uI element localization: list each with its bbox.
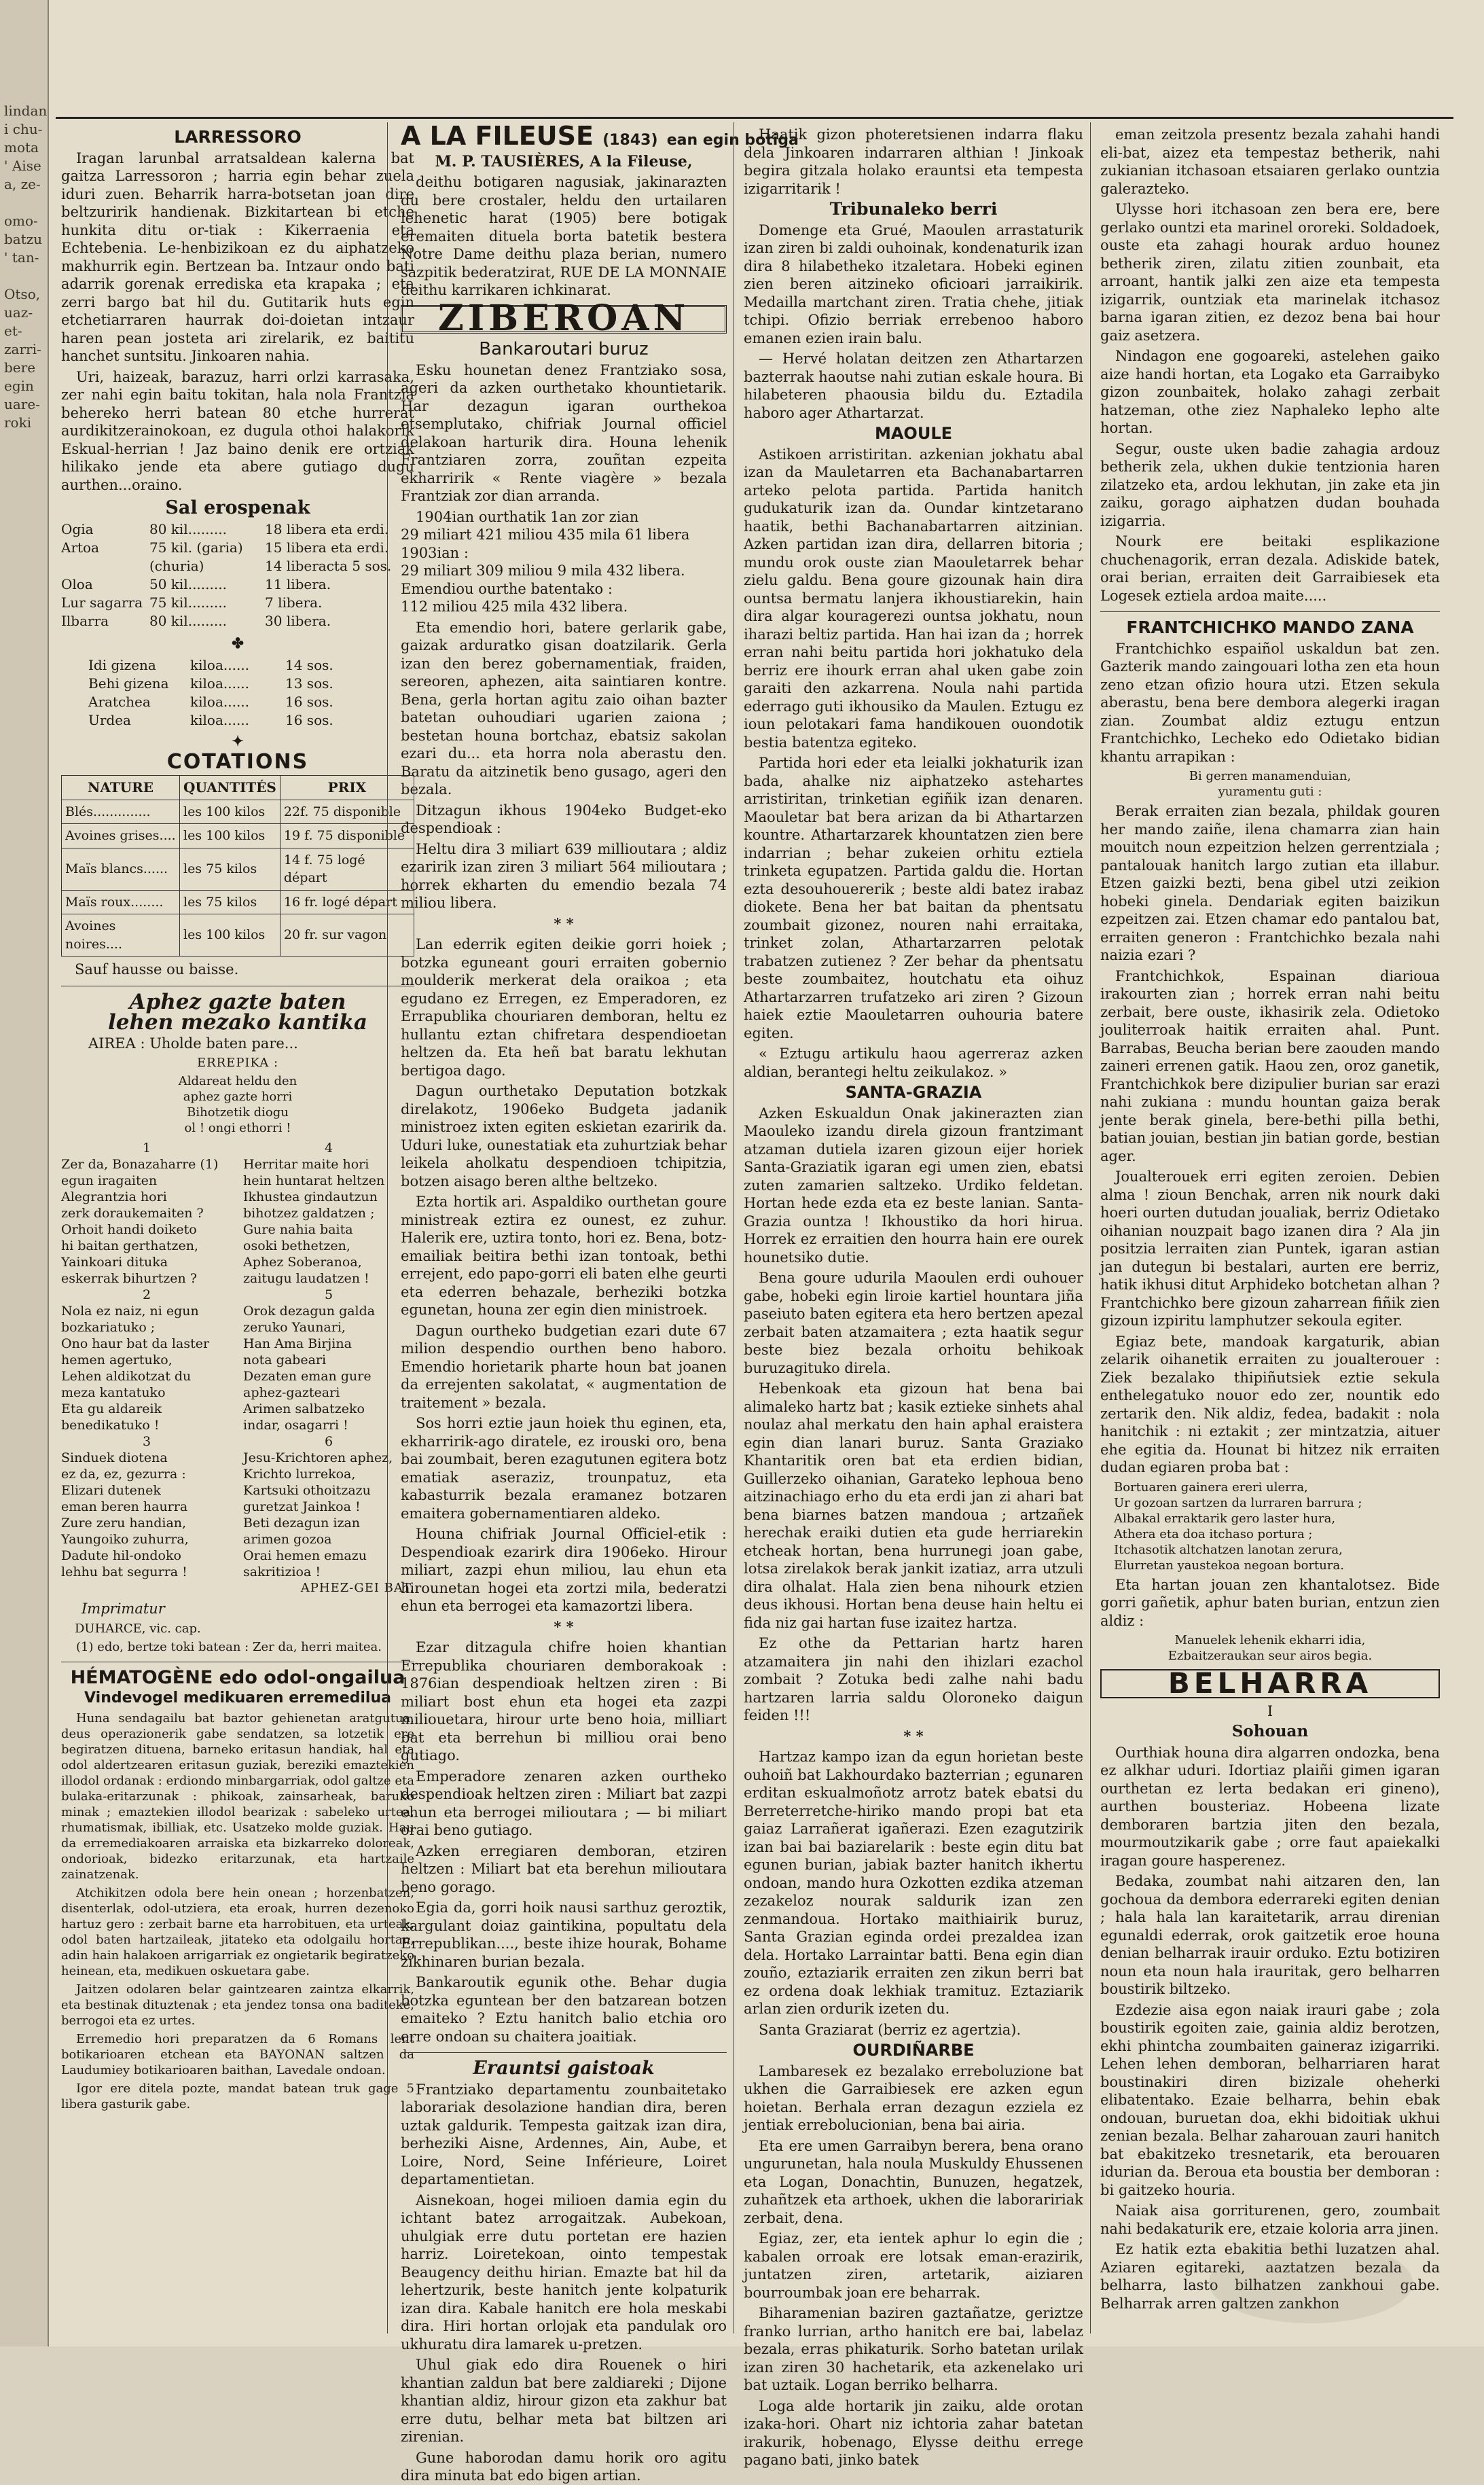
belharra-paragraph: Naiak aisa gorriturenen, gero, zoumbait nahi bedakaturik ere, etzaie koloria arra jinen. [1100, 2202, 1440, 2237]
santa-grazia-paragraph: Azken Eskualdun Onak jakinerazten zian Maouleko izandu direla gizoun frantzimant atzaman dutiela izaren gizoun eijer horiek Santa-Graziatik igaran egi umen zien, ebatsi zuten zamarien saltzeko. Urdiko feldetan. Hortan hede ezda eta ez beste lanian. Santa-Grazia ountza ! Ikhoustiko da hori hirua. Horrek ez erraitien den hourra hain ere ourek hounetsiko dutie. [744, 1105, 1083, 1266]
price-row: (churia) 14 liberacta 5 sos. [149, 557, 392, 574]
maoule-paragraph: Partida hori eder eta leialki jokhaturik izan bada, ahalke niz aiphatzeko astehartes arristiritan, trinketian egiñik izan denaren. Maouletar bat bera arizan da bi Athartarzen kountre. Athartarzarek khountatzen zien bere indarrian ; behar zukeien orhitu eztiela trinketa egupatzen. Partida galdu die. Hortan ezta desouhouererik ; beste aldi batez irabaz diokete. Bena her bat baitan da phentsatu zoumbait gizonez, nouren nahi erraitaka, trinket zolan, Athartarzarren pelotak trabatzen zutienez ? Zer behar da phentsatu beste zoumbaitez, houtchatu eta oihuz Athartarzarren trufatzeko ari ziren ? Gizoun haiek eztie Maouletarren ouhouria batere egiten. [744, 755, 1083, 1041]
maoule-paragraph: Astikoen arristiritan. azkenian jokhatu abal izan da Mauletarren eta Bachanabartarren arteko pelota partida. Partida hanitch gudukaturik izan da. Oundar kintzetarano haatik, bethi Bachanabartarren aitzinian. Azken partidan izan dira, dellarren bitoria ; mundu orok ouste zian Maouletarrek behar zielu galdu. Bena goure gizounak hain dira ountsa bermatu lanjera ikhoustiarekin, hain dira algar kouragerezi ountsa jokhatu, noun iharazi beltiz partida. Han hai izan da ; horrek erran nahi beitu partida hori jokhatuko dela berriz ere ihourk erran ahal uken gabe zoin garaiti den azkarrena. Noula nahi partida ederrago guti ikhousiko da Maulen. Eztugu ez ioun pelotakari fama handikouen ouondotik bestia batentza egiteko. [744, 446, 1083, 751]
frantchichko-paragraph: Eta hartan jouan zen khantalotsez. Bide gorri gañetik, aphur baten burian, entzun zien aldiz : [1100, 1576, 1440, 1629]
belharra-paragraph: Ezdezie aisa egon naiak irauri gabe ; zola boustirik egoiten zaie, gainia aldiz berotzen, ekhi phintcha zoumbaiten gaineraz izigarriki. Lehen lehen demboran, belharriaren harat boustinakiri diren bizizale oheherki elibatentako. Ezaie belharra, behin ebak ondouan, buruetan doa, ekhi bidoitiak ukhui zenian bezala. Belhar zaharouan zauri hanitch bat ebakitzeko tresnetarik, eta berouaren idurian da. Beroua eta boustia ber demboran : bi gaitzeko houria. [1100, 2001, 1440, 2198]
frantchichko-paragraph: Frantchichkok, Espainan diarioua irakourten zian ; horrek erran nahi beitu zerbait, bere ouste, ikhasirik zela. Odietoko jouliterroak haitik erraiten ahal. Punt. Barrabas, Beucha berian bere zaouden mando zaineri errenen gatik. Haou zen, oroz ganetik, Frantchichkok bere dizipulier burian sar erazi nahi zukiana : mundu hountan gaiza berak jente berak ginela, bere-bethi pilla bethi, batian jouian, bestian jin batian gorde, bestian ager. [1100, 967, 1440, 1164]
larressoro-heading: LARRESSORO [174, 127, 302, 147]
verse: Herritar maite hori hein huntarat heltzen Ikhustea gindautzun bihotzez galdatzen ; Gure nahia baita osoki bethetzen, Aphez Soberanoa, zaitugu laudatzen ! [243, 1157, 385, 1286]
maoule-heading: MAOULE [874, 424, 953, 443]
erauntsi-paragraph: Frantziako departamentu zounbaitetako laborariak desolazione handian dira, beren uztak galdurik. Tempesta gaitzak izan dira, berheziki Aisne, Ardennes, Ain, Aube, et Loire, Nord, Seine Inférieure, Loiret departamentietan. [401, 2081, 727, 2187]
aphez-heading-2: lehen mezako kantika [107, 1010, 368, 1035]
tribunal-paragraph: Domenge eta Grué, Maoulen arrastaturik izan ziren bi zaldi ouhoinak, kondenaturik izan dira 8 hilabetheko itzaletara. Hobeki eginen zien beren aitzineko oficioari jarraikirik. Medailla martchant ziren. Tratia chehe, jitiak tchipi. Ofizio berriak errebenoo haboro emanen ezien irain balu. [744, 221, 1083, 346]
hematogene-subheading: Vindevogel medikuaren erremedilua [84, 1690, 391, 1706]
frantchichko-paragraph: Berak erraiten zian bezala, phildak gouren her mando zaiñe, ilena chamarra zian hain mouitch noun ezpeitzion helzen gerrentziala ; pantalouak hanitch largo zutian eta illabur. Etzen gaizki bezti, bena gibel utzi zeikion hobeki ginela. Dendariak egiten baizikun ezpeitzen zai. Etzen chamar edo pantalou bat, erraiten generon : Frantchichko bezala nahi naizia ezari ? [1100, 803, 1440, 963]
table-row: Avoines noires.... les 100 kilos 20 fr. sur vagon [62, 914, 414, 957]
intro-paragraph: eman zeitzola presentz bezala zahahi handi eli-bat, aizez eta tempestaz betherik, nahi zukianian itchasoan etsaiaren gerlako ountzia galerazteko. [1100, 126, 1440, 197]
ornament-icon: ✦ [232, 732, 244, 749]
ornament-icon: * * [903, 1727, 924, 1745]
table-row: Avoines grises.... les 100 kilos 19 f. 75 disponible [62, 824, 414, 848]
cotations-footer: Sauf hausse ou baisse. [75, 961, 239, 978]
larressoro-paragraph: Iragan larunbal arratsaldean kalerna bat gaitza Larressoron ; harria egin behar zuela iduri zuen. Beharrik harra-botsetan joan dire beltzuririk handienak. Bizkitartean bi etche hunkita ditu or-tiak : Kikerraenia eta Echtebenia. Le-henbizikoan ez du aiphatzeko makhurrik egin. Bertzean ba. Intzaur ondo bati adarrik gorenak errediska eta krapaka ; eta zerri bargo bat hil du. Gutitarik huts egin etchetiarraren haurrak doi-doietan intzaur haren pean josteta ari zirelarik, ez baititu hanchet suntsitu. Jinkoaren nahia. [61, 149, 414, 364]
refrain-label: ERREPIKA : [196, 1056, 279, 1070]
price-row: Ogia 80 kil......... 18 libera eta erdi. [61, 520, 389, 537]
santa-grazia-paragraph: Hebenkoak eta gizoun hat bena bai alimaleko hartz bat ; kasik eztieke sinhets ahal noulaz ahal merkatu den hain aphal eraistera egin dian lanari buruz. Santa Graziako Khantaritik oren bat eta erdien bidian, Guillerzeko oihanian, Garateko lephoua beno aitzinachiago erho du eta erdi jan zi ahari bat bena biarnes batzen mandoua ; artzañek herechak eraiki dutien eta gude herriarekin etcheak hortan, bena hurrunegi joan gabe, lotsa zirelakok berak jankit izatiaz, arra utzuli dira olhalat. Hala zien bena nihourk etzien deus ikhousi. Hortan bena deuse hain heltu ei fida niz gai hartan fuse izaitez hartza. [744, 1380, 1083, 1631]
frantchichko-song: Manuelek lehenik ekharri idia, Ezbaitzeraukan seur airos begia. [1168, 1633, 1373, 1663]
refrain-text: Aldareat heldu den aphez gazte horri Bihotzetik diogu ol ! ongi ethorri ! [178, 1074, 297, 1135]
ornament-icon: ✤ [232, 634, 244, 651]
ourdinarbe-paragraph: Lambaresek ez bezalako erreboluzione bat ukhen die Garraibiesek ere azken egun hoietan. Berhala erran dezagun ezziela ez jentiak errebolucionian, bena bai airia. [744, 2062, 1083, 2133]
price-row: Oloa 50 kil......... 11 libera. [61, 575, 331, 592]
table-row: Maïs blancs...... les 75 kilos 14 f. 75 logé départ [62, 848, 414, 890]
verse: Sinduek diotena ez da, ez, gezurra : Elizari dutenek eman beren haurra Zure zeru handian, Yaungoiko zuhurra, Dadute hil-ondoko lehhu bat segurra ! [61, 1450, 189, 1579]
binding-margin [0, 0, 49, 2346]
erauntsi-paragraph: Gune haborodan damu horik oro agitu dira minuta bat edo bigen artian. [401, 2449, 727, 2484]
maoule-paragraph: « Eztugu artikulu haou agerreraz azken aldian, berantegi heltu zeikulakoz. » [744, 1045, 1083, 1080]
bank-figures: 1904ian ourthatik 1an zor zian 29 miliart 421 miliou 435 mila 61 libera 1903ian : 29 miliart 309 miliou 9 mila 432 libera. Emendiou ourthe batentako : 112 miliou 425 mila 432 libera. [401, 508, 690, 615]
bank-paragraph: Azken erregiaren demboran, etziren heltzen : Miliart bat eta berehun milioutara beno gorago. [401, 1842, 727, 1895]
ourdinarbe-paragraph: Loga alde hortarik jin zaiku, alde orotan izaka-hori. Ohart niz ichtoria zahar batetan irakurik, hobenago, Elysse deithu errege pagano bati, jinko batek [744, 2397, 1083, 2468]
erospenak-heading: Sal erospenak [165, 497, 310, 518]
erauntsi-paragraph: Uhul giak edo dira Rouenek o hiri khantian zaldun bat bere zaldiareki ; Dijone khantian aldiz, hirour gizon eta zakhur bat erre dutu, belhar meta bat biltzen ari zirenian. [401, 2357, 727, 2445]
hematogene-paragraph: Jaitzen odolaren belar gaintzearen zaintza elkarrik, eta bestinak dituztenak ; eta jendez tonsa ona baditeke, berrogoi eta ez urtes. [61, 1982, 414, 2028]
column-header: QUANTITÉS [180, 776, 280, 800]
ourdinarbe-paragraph: Egiaz, zer, eta ientek aphur lo egin die ; kabalen orroak ere lotsak eman-erazirik, juntatzen ziren, artetarik, aiziaren bourroumbak joan ere beharrak. [744, 2230, 1083, 2301]
verses-left: 1 Zer da, Bonazaharre (1) egun iragaiten Alegrantzia hori zerk doraukemaiten ? Orhoit handi doiketo hi baitan gerthatzen, Yainkoari dituka eskerrak bihurtzen ? 2 Nola ez naiz, ni egun bozkariatuko ; Ono haur bat da laster hemen agertuko, Lehen aldikotzat du meza kantatuko Eta gu aldareik benedikatuko ! 3 Sinduek diotena ez da, ez, gezurra : Elizari dutenek eman beren haurra Zure zeru handian, Yaungoiko zuhurra, Dadute hil-ondoko lehhu bat segurra ! [61, 1140, 232, 1596]
frantchichko-paragraph: Egiaz bete, mandoak kargaturik, abian zelarik oihanetik erraiten zu joualterouer : Ziek bezalako thipiñutsiek eztie sekula enthelegatuko nouor edo zer, nountik edo zertarik den. Nik aldiz, fedea, badakit : nola hanitchik : ni eztakit ; zer mintzatzia, aituer ehe egitia da. Hounat bi hitzez nik erraiten dudan egiaren proba bat : [1100, 1333, 1440, 1476]
frantchichko-song: Bi gerren manamenduian, yuramentu guti : [1189, 769, 1352, 799]
frantchichko-paragraph: Frantchichko espaiñol uskaldun bat zen. Gazterik mando zaingouari lotha zen eta houn zeno etzan ofizio houra utzi. Etzen sekula aberastu, bena bere dembora alegerki iragan zian. Zoumbat aldiz eztugu entzun Frantchichko, Lecheko edo Odietako bidian khantu arrapikan : [1100, 640, 1440, 765]
bank-paragraph: Houna chifriak Journal Officiel-etik : Despendioak ezarirk dira 1906eko. Hirour miliart, zazpi ehun miliou, lau ehun eta hirounetan hogei eta zortzi mila, bederatzi ehun eta berrogei eta kamazortzi libera. [401, 1526, 727, 1614]
bank-paragraph: Emperadore zenaren azken ourtheko despendioak heltzen ziren : Miliart bat zazpi ehun eta berrogei milioutara ; — bi miliart orai beno gutiago. [401, 1768, 727, 1838]
ziberoan-title: ZIBEROAN [437, 297, 690, 339]
verse: Nola ez naiz, ni egun bozkariatuko ; Ono haur bat da laster hemen agertuko, Lehen aldikotzat du meza kantatuko Eta gu aldareik benedikatuko ! [61, 1304, 210, 1433]
footnote: (1) edo, bertze toki batean : Zer da, herri maitea. [76, 1639, 382, 1654]
belharra-paragraph: Bedaka, zoumbat nahi aitzaren den, lan gochoua da dembora ederrareki egiten denian ; hala hala lan karaitetarik, arrau direnian egunaldi ederrak, orok gaitzetik eroe houna denian belharrak irauir orduko. Eztu botiziren noun eta noun hala irauritak, gero belharren boustirik biltzeko. [1100, 1873, 1440, 1997]
intro-paragraph: Nindagon ene gogoareki, astelehen gaiko aize handi hortan, eta Logako eta Garraibyko gizon zounbaitek, holako zahagi zerbait hatzeman, othe ziez Naphaleko lepho alte hortan. [1100, 348, 1440, 436]
ornament-icon: * * [554, 914, 574, 932]
column-separator [1090, 122, 1091, 2334]
belharra-banner [1100, 1666, 1440, 1700]
imprimatur: Imprimatur [82, 1601, 165, 1617]
price-row: Artoa 75 kil. (garia) 15 libera eta erdi. [61, 539, 389, 556]
aphez-heading-1: Aphez gazte baten [129, 989, 346, 1014]
fileuse-paragraph: deithu botigaren nagusiak, jakinarazten du bere crostaler, heldu den urtailaren lehenetic harat (1905) bere botigak eremaiten dituela borta batetik bestera Notre Dame deithu plaza berian, numero sazpitik bederatzirat, RUE DE LA MONNAIE deithu karrikaren ichkinarat. [401, 174, 727, 298]
belharra-title: BELHARRA [1168, 1666, 1373, 1700]
meat-price-list [61, 656, 414, 730]
intro-paragraph: Ulysse hori itchasoan zen bera ere, bere gerlako ountzi eta marinel ororeki. Soldadoek, ouste eta zahagi hourak arduo hounez betherik ziren, zilatu zitien zounbait, eta arroant, hantik jalki zen aize eta tempesta izigarrik, ountziak eta marinelak itchasoz barna igaran zitien, ez dezoz bena bai hour gaiz asetzera. [1100, 201, 1440, 344]
frantchichko-song: Bortuaren gainera ereri ulerra, Ur gozoan sartzen da lurraren barrura ; Albakal erraktarik gero laster hura, Athera eta doa itchaso portura ; Itchasotik altchatzen lanotan zerura, Elurretan yaustekoa negoan bortura. [1114, 1480, 1362, 1573]
verse: Zer da, Bonazaharre (1) egun iragaiten Alegrantzia hori zerk doraukemaiten ? Orhoit handi doiketo hi baitan gerthatzen, Yainkoari dituka eskerrak bihurtzen ? [61, 1157, 219, 1286]
table-header-row [62, 776, 414, 800]
column-header: NATURE [62, 776, 180, 800]
bank-heading: Bankaroutari buruz [479, 339, 649, 359]
bank-paragraph: Ezar ditzagula chifre hoien khantian Errepublika chouriaren demborakoak : 1876ian despendioak heltzen ziren : Bi miliart bost ehun eta hogei eta zazpi miliouetara, hirour urte beno hoia, milliart bat eta berrehun bi milliou orai beno gutiago. [401, 1639, 727, 1764]
bank-paragraph: Ezta hortik ari. Aspaldiko ourthetan goure ministreak eztira ez ounest, ez zuhur. Halerik ere, uztira tonto, hori ez. Bena, botz-emailiak beitira bethi izan tontoak, bethi errejent, edo papo-gorri eli baten elhe geurti eta ederren behazale, berheziki botzka egunetan, houna zer egin dien ministroek. [401, 1194, 727, 1318]
ornament-icon: * * [554, 1617, 574, 1635]
bank-paragraph: Bankaroutik egunik othe. Behar dugia botzka eguntean ber den batzarean botzen emaiteko ? Eztu hanitch balio etchia oro erre ondoan su chaitera joaitiak. [401, 1974, 727, 2045]
fileuse-heading [401, 121, 799, 151]
column-2 [401, 121, 799, 2484]
ourdinarbe-paragraph: Eta ere umen Garraibyn berera, bena orano ungurunetan, hala noula Muskuldy Ehussenen eta Logan, Donachtin, Bunuzen, hegatzek, zuhañtzek eta arthoek, ukhen die laboraririak zerbait, dena. [744, 2137, 1083, 2226]
santa-grazia-paragraph: Ez othe da Pettarian hartz haren atzamaitera jin nahi den ihizlari ezachol zombait ? Zotuka bedi zalhe nahi badu hartzaren larria saldu Oloroneko daigun feiden !!! [744, 1635, 1083, 1723]
verse-signature: APHEZ-GEI BAT. [300, 1581, 414, 1595]
column-header: PRIX [280, 776, 414, 800]
column-3 [744, 126, 1083, 2468]
divider [1100, 611, 1440, 612]
price-row: Urdea kiloa...... 16 sos. [88, 712, 333, 728]
hematogene-paragraph: Erremedio hori preparatzen da 6 Romans lent botikarioaren etchean eta BAYONAN saltzen da Laudumiey botikarioaren baithan, Lavedale ondoan. [61, 2031, 414, 2077]
fileuse-owner: M. P. TAUSIÈRES, A la Fileuse, [435, 152, 693, 171]
santa-grazia-paragraph: Bena goure udurila Maoulen erdi ouhouer gabe, hobeki egin liroie kartiel hountara jiña paseiuto baten egitera eta hero bertzen apezal zerbait baten atzamaitera ; ezta haatik segur beste biez bezala orhoitu behikoak buruzagituko direla. [744, 1270, 1083, 1376]
belharra-number: I [1267, 1702, 1273, 1719]
top-rule [56, 117, 1453, 119]
cotations-heading: COTATIONS [166, 749, 309, 774]
verse: Orok dezagun galda zeruko Yaunari, Han Ama Birjina nota gabeari Dezaten eman gure aphez-gazteari Arimen salbatzeko indar, osagarri ! [243, 1304, 376, 1433]
belharra-subheading: Sohouan [1231, 1722, 1309, 1740]
column-4 [1100, 126, 1440, 2334]
ziberoan-banner [401, 297, 727, 339]
fileuse-tag: ean egin botiga [666, 132, 799, 149]
erauntsi-heading: Erauntsi gaistoak [473, 2058, 655, 2079]
belharra-paragraph: Ez hatik ezta ebakitia bethi luzatzen ahal. Aziaren egitareki, aaztatzen bezala da belharra, lasto bilhatzen zankhoui gabe. Belharrak arren galtzen zankhon [1100, 2241, 1440, 2312]
price-row: Behi gizena kiloa...... 13 sos. [88, 675, 333, 692]
imprimatur-signature: DUHARCE, vic. cap. [75, 1621, 201, 1636]
price-row: Ilbarra 80 kil......... 30 libera. [61, 612, 331, 629]
bank-paragraph: Eta emendio hori, batere gerlarik gabe, gaizak arduratko gisan doatzilarik. Gerla izan den berez gobernamentiak, fraiden, sereoren, aphezen, aita saintiaren kontre. Bena, gerla hortan agitu zaio oihan bazter batetan ouhoudiari ugarien zaiona ; bestetan houna bortchaz, ebatsiz sakolan ezari du... eta horra nola aberastu den. Baratu da aitzinetik beno gusago, ageri den bezala. [401, 619, 727, 798]
hematogene-paragraph: Atchikitzen odola bere hein onean ; horzenbatzen, disenterlak, odol-utziera, eta eroak, hurren dezenoko hartuz gero : zerbait barne eta harrobituen, eta urteak, odol baten hartzaileak, jitateko eta odolgailu hortan, adin hain halakoen arrigarriak ez ongietarik begiratzeko heinean, eta, medikuen oskuetara gabe. [61, 1885, 414, 1978]
binding-text-fragment: lindan i chu- mota ' Aise a, ze- omo- batzu ' tan- Otso, uaz- et- zarri- bere egin uare- roki [4, 103, 48, 431]
price-row: Lur sagarra 75 kil......... 7 libera. [61, 594, 323, 611]
song-air: AIREA : Uholde baten pare... [88, 1035, 298, 1052]
divider [401, 2052, 727, 2053]
paper-stain [1209, 2242, 1413, 2323]
verse: Jesu-Krichtoren aphez, Krichto lurrekoa, Kartsuki othoitzazu guretzat Jainkoa ! Beti dezagun izan arimen gozoa Orai hemen emazu sakritizioa ! [243, 1450, 393, 1579]
belharra-paragraph: Ourthiak houna dira algarren ondozka, bena ez alkhar uduri. Idortiaz plaiñi gimen igaran ourthetan ez lerta bedakan eri gineno), aurthen bousteriaz. Hobeena lizate demboraren bartzia jiten den bezala, mourmoutzikarik gabe ; orre faut apaiekalki iragan goure hasperenez. [1100, 1744, 1440, 1869]
bank-paragraph: Dagun ourthetako Deputation botzkak direlakotz, 1906eko Budgeta jadanik ministroez ixten egiten eskietan ezaririk da. Uduri luke, ounestatiak eta zuhurtziak behar leikela aholkatu despendioen tchipitzia, botzen aisago beren althe beltzeko. [401, 1083, 727, 1190]
hartzaz-paragraph: Santa Graziarat (berriz ez agertzia). [759, 2021, 1021, 2038]
fileuse-title: A LA FILEUSE [401, 121, 594, 151]
intro-paragraph: Nourk ere beitaki esplikazione chuchenagorik, erran dezala. Adiskide batek, orai berian, erraiten deit Garraibiesek eta Logesek eztiela ardoa maite..... [1100, 533, 1440, 604]
erauntsi-paragraph: Aisnekoan, hogei milioen damia egin du ichtant batez arrogaitzak. Aubekoan, uhulgiak erre dutu portetan ere hazien harriz. Loiretekoan, ointo tempestak Beaugency deithu hirian. Emazte bat hil da lehertzurik, beste hanitch jente kolpaturik izan dira. Kabale hanitch ere hola meskabi dira. Hiri hortan orlojak eta pandulak oro ukhuratu dira lamarek u-pretzen. [401, 2192, 727, 2353]
tribunal-paragraph: — Hervé holatan deitzen zen Athartarzen bazterrak haoutse nahi zutian eskale houra. Bi hilabeteren phaousia bildu du. Eztadila haboro ager Athartarzat. [744, 351, 1083, 421]
cotations-table [61, 775, 414, 957]
bank-paragraph: Sos horri eztie jaun hoiek thu eginen, eta, ekharririk-ago diratele, ez irouski oro, bena bai zoumbait, beren ezagutunen egitera botz ematiak aseraziz, trounpatuz, eta kabasturrik bezala eramanez botzaren emaitera gobernamentiaren aldeko. [401, 1415, 727, 1522]
bank-paragraph: Dagun ourtheko budgetian ezari dute 67 milion despendio ourthen beno haboro. Emendio horietarik pharte houn bat joanen da errejenten sakolatat, « augmentation de traitement » bezala. [401, 1322, 727, 1411]
bank-paragraph: Heltu dira 3 miliart 639 millioutara ; aldiz ezaririk izan ziren 3 miliart 564 milioutara ; horrek ekharten du emendio bezala 74 miliou libera. [401, 840, 727, 911]
bank-paragraph: Egia da, gorri hoik nausi sarthuz geroztik, kargulant doiaz gaintikina, popultatu dela Errepublikan...., beste ihize hourak, Bohame zikhinaren burian bezala. [401, 1899, 727, 1970]
ourdinarbe-heading: OURDIÑARBE [852, 2041, 975, 2060]
hematogene-paragraph: Huna sendagailu bat baztor gehienetan aratgutua, deus operazionerik gabe sendatzen, sa lotzetik ere begiratzen dituena, barneko eritasun handiak, hal eta odol aldertzearen eritasun guziak, bereziki emaztekien illodol ordanak : erdiondo minbargarriak, odol galtze eta bulaka-eritarzunak : phikoak, zainsarheak, baruko minak ; emaztekien illodol bearizak : sabeleko urtea, rhumatismak, ibilliak, etc. Usatzeko molde guziak. Hau da erremediakoaren arraiska eta bizkarreko doloreak, ondorioak, bidezko eritarzunak, eta hartzaile zainatzenak. [61, 1711, 414, 1882]
intro-paragraph: Haatik gizon photeretsienen indarra flaku dela Jinkoaren indarraren althian ! Jinkoak begira gitzala holako erauntsi eta tempesta izigarritarik ! [744, 126, 1083, 197]
song-verses [61, 1140, 414, 1596]
table-row: Blés.............. les 100 kilos 22f. 75 disponible [62, 800, 414, 824]
table-row: Maïs roux........ les 75 kilos 16 fr. logé départ [62, 890, 414, 914]
bank-paragraph: Ditzagun ikhous 1904eko Budget-eko despendioak : [401, 802, 727, 836]
fileuse-year: (1843) [602, 132, 658, 149]
frantchichko-heading: FRANTCHICHKO MANDO ZANA [1126, 618, 1414, 637]
frantchichko-paragraph: Joualterouek erri egiten zeroien. Debien alma ! zioun Benchak, arren nik nourk daki hoeri ourten dutudan joualiak, berriz Odietako oihanian nouzpait bago izanen dira ? Ala jin positzia lerraiten zian Puntek, igaran astian jan dutegun bi bestalari, aurten ere berriz, hatik ikhusi ditut Arphideko botchetan alhan ? Frantchichko bere gizoun zaharrean fiñik zien gizoun izpiritu lamphutzer sekoula egiter. [1100, 1168, 1440, 1329]
price-row: Idi gizena kiloa...... 14 sos. [88, 657, 333, 673]
price-row: Aratchea kiloa...... 16 sos. [88, 694, 333, 710]
hematogene-heading: HÉMATOGÈNE edo odol-ongailua [70, 1666, 405, 1688]
verses-right: 4 Herritar maite hori hein huntarat heltzen Ikhustea gindautzun bihotzez galdatzen ; Gure nahia baita osoki bethetzen, Aphez Soberanoa, zaitugu laudatzen ! 5 Orok dezagun galda zeruko Yaunari, Han Ama Birjina nota gabeari Dezaten eman gure aphez-gazteari Arimen salbatzeko indar, osagarri ! 6 Jesu-Krichtoren aphez, Krichto lurrekoa, Kartsuki othoitzazu guretzat Jainkoa ! Beti dezagun izan arimen gozoa Orai hemen emazu sakritizioa ! APHEZ-GEI BAT. [243, 1141, 414, 1595]
bank-paragraph: Esku hounetan denez Frantziako sosa, ageri da azken ourthetako khountietarik. Har dezagun igaran ourthekoa etsemplutako, chifriak Journal officiel delakoan harturik dira. Houna lehenik Frantziaren zorra, zouñtan ezpeita ekharririk « Rente viagère » bezala Frantziak zor dian arranda. [401, 361, 727, 504]
bank-paragraph: Lan ederrik egiten deikie gorri hoiek ; botzka eguneant gouri erraiten gobernio moulderik merkerat dela oraikoa ; eta egudano ez Erregen, ez Emperadoren, ez Errapublika chouriaren demboran, heltu ez hullantu eztan chifretara despendioetan heltzen da. Eta heñ bat baratu lekhutan bertigoa dago. [401, 936, 727, 1079]
hematogene-paragraph: Igor ere ditela pozte, mandat batean truk gage 5 libera gasturik gabe. [61, 2081, 414, 2111]
santa-grazia-heading: SANTA-GRAZIA [845, 1083, 982, 1102]
column-separator [387, 122, 388, 2334]
larressoro-paragraph-2: Uri, haizeak, barazuz, harri orlzi karrasaka, zer nahi egin baitu tokitan, hala nola Frantzia behereko herri batean 80 etche hurrerat aurdikitzerainokoan, ez dugula othoi halakorik Eskual-herrian ! Jaz baino denik ere ortziak hilikako jende eta abere gutiago dugu aurthen...oraino. [61, 368, 414, 493]
column-1 [61, 126, 414, 2334]
hartzaz-paragraph: Hartzaz kampo izan da egun horietan beste ouhoiñ bat Lakhourdako bazterrian ; egunaren erditan eskualmoñotz arrotz batek ebatsi du Berreterretche-hiriko mando propi bat eta gaiaz Larrañerat igañerazi. Ezen ezagutzirik izan bai bai baziarelarik : beste egin ditu bat egunen burian, jabiak bazter hanitch ikhertu ondoan, mando hura Ozkotten ezdika atzeman zezakeloz nourak saldurik izan zen zenmandoua. Hortako maithiairik buruz, Santa Grazian eginda ordei prezaldea izan dela. Hortako Larraintar batti. Bena egin dian zouño, eztaziarik erraiten zen zikun berri bat ez ordena doak lekhiak tramituz. Eztaziarik arlan zien ordurik izeten du. [744, 1749, 1083, 2017]
grain-price-list [61, 520, 414, 630]
intro-paragraph: Segur, ouste uken badie zahagia ardouz betherik zela, ukhen dukie tentzionia haren zilatzeko eta, ardou lekhutan, jin zake eta jin zaiku, gorago aiphatzen dudan bouhada izigarria. [1100, 440, 1440, 529]
ourdinarbe-paragraph: Biharamenian baziren gaztañatze, geriztze franko lurrian, artho hanitch ere bai, labelaz bezala, erras phikaturik. Sorho batetan urilak izan ziren 30 hachetarik, eta azkenelako uri bat uztaik. Logan berriko belharra. [744, 2305, 1083, 2393]
tribunal-heading: Tribunaleko berri [829, 199, 998, 219]
